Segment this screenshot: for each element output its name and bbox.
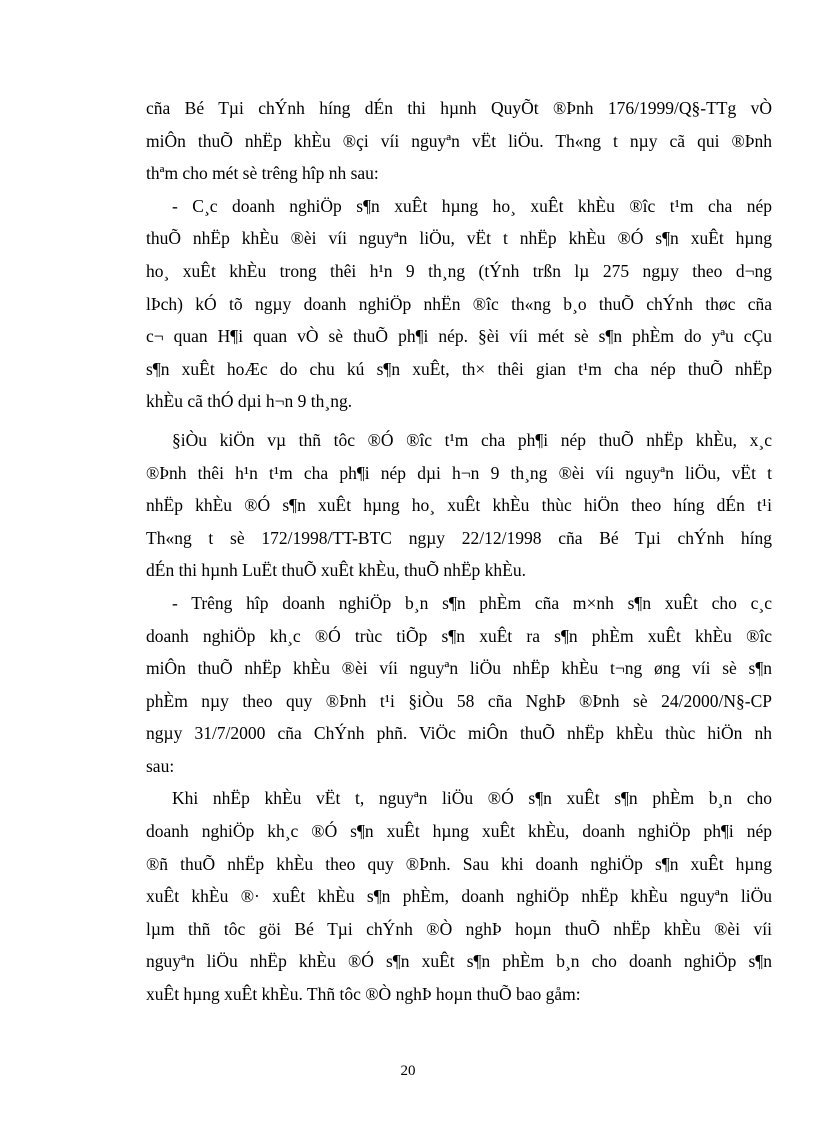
text-line: - C¸c doanh nghiÖp s¶n xuÊt hµng ho¸ xuÊt khÈu ®îc t¹m cha nép: [172, 195, 772, 216]
text-line: c¬ quan H¶i quan vÒ sè thuÕ ph¶i nép. §èi víi mét sè s¶n phÈm do yªu cÇu: [146, 326, 772, 347]
body-text: [146, 92, 772, 1011]
text-line: xuÊt khÈu ®· xuÊt khÈu s¶n phÈm, doanh nghiÖp nhËp khÈu nguyªn liÖu: [146, 886, 772, 907]
paragraph-5: [146, 782, 772, 1010]
text-line: doanh nghiÖp kh¸c ®Ó s¶n xuÊt hµng xuÊt khÈu, doanh nghiÖp ph¶i nép: [146, 821, 772, 842]
text-line: §iÒu kiÖn vµ thñ tôc ®Ó ®îc t¹m cha ph¶i nép thuÕ nhËp khÈu, x¸c: [172, 429, 772, 450]
text-line: khÈu cã thÓ dµi h¬n 9 th¸ng.: [146, 391, 353, 412]
text-line: sau:: [146, 755, 175, 776]
text-line: phÈm nµy theo quy ®Þnh t¹i §iÒu 58 cña NghÞ ®Þnh sè 24/2000/N§-CP: [146, 690, 772, 711]
paragraph-2: [146, 190, 772, 418]
text-line: xuÊt hµng xuÊt khÈu. Thñ tôc ®Ò nghÞ hoµn thuÕ bao gåm:: [146, 984, 581, 1005]
text-line: cña Bé Tµi chÝnh híng dÉn thi hµnh QuyÕt ®Þnh 176/1999/Q§-TTg vÒ: [146, 98, 772, 118]
text-line: miÔn thuÕ nhËp khÈu ®çi víi nguyªn vËt liÖu. Th«ng t nµy cã qui ®Þnh: [146, 130, 772, 151]
text-line: ngµy 31/7/2000 cña ChÝnh phñ. ViÖc miÔn thuÕ nhËp khÈu thùc hiÖn nh: [146, 723, 772, 744]
text-line: dÉn thi hµnh LuËt thuÕ xuÊt khÈu, thuÕ nhËp khÈu.: [146, 560, 526, 581]
text-line: nhËp khÈu ®Ó s¶n xuÊt hµng ho¸ xuÊt khÈu thùc hiÖn theo híng dÉn t¹i: [146, 495, 772, 516]
page-number: 20: [400, 1063, 416, 1079]
text-line: Khi nhËp khÈu vËt t, nguyªn liÖu ®Ó s¶n xuÊt s¶n phÈm b¸n cho: [172, 788, 772, 809]
text-line: miÔn thuÕ nhËp khÈu ®èi víi nguyªn liÖu nhËp khÈu t¬ng øng víi sè s¶n: [146, 658, 772, 679]
paragraph-1: [146, 92, 772, 190]
text-line: ho¸ xuÊt khÈu trong thêi h¹n 9 th¸ng (tÝnh trßn lµ 275 ngµy theo d¬ng: [146, 260, 772, 281]
paragraph-3: [146, 424, 772, 587]
text-line: Th«ng t sè 172/1998/TT-BTC ngµy 22/12/1998 cña Bé Tµi chÝnh híng: [146, 527, 772, 548]
text-line: ®ñ thuÕ nhËp khÈu theo quy ®Þnh. Sau khi doanh nghiÖp s¶n xuÊt hµng: [146, 853, 772, 874]
text-line: thuÕ nhËp khÈu ®èi víi nguyªn liÖu, vËt t nhËp khÈu ®Ó s¶n xuÊt hµng: [146, 228, 772, 249]
text-line: lµm thñ tôc göi Bé Tµi chÝnh ®Ò nghÞ hoµn thuÕ nhËp khÈu ®èi víi: [146, 918, 772, 939]
text-line: lÞch) kÓ tõ ngµy doanh nghiÖp nhËn ®îc th«ng b¸o thuÕ chÝnh thøc cña: [146, 293, 772, 314]
text-line: s¶n xuÊt hoÆc do chu kú s¶n xuÊt, th× thêi gian t¹m cha nép thuÕ nhËp: [146, 358, 772, 379]
text-line: nguyªn liÖu nhËp khÈu ®Ó s¶n xuÊt s¶n phÈm b¸n cho doanh nghiÖp s¶n: [146, 951, 772, 972]
text-line: doanh nghiÖp kh¸c ®Ó trùc tiÕp s¶n xuÊt ra s¶n phÈm xuÊt khÈu ®îc: [146, 625, 772, 646]
text-line: ®Þnh thêi h¹n t¹m cha ph¶i nép dµi h¬n 9 th¸ng ®èi víi nguyªn liÖu, vËt t: [146, 462, 772, 483]
text-line: - Trêng hîp doanh nghiÖp b¸n s¶n phÈm cña m×nh s¶n xuÊt cho c¸c: [172, 592, 772, 613]
text-line: thªm cho mét sè trêng hîp nh sau:: [146, 163, 379, 184]
paragraph-4: [146, 587, 772, 783]
